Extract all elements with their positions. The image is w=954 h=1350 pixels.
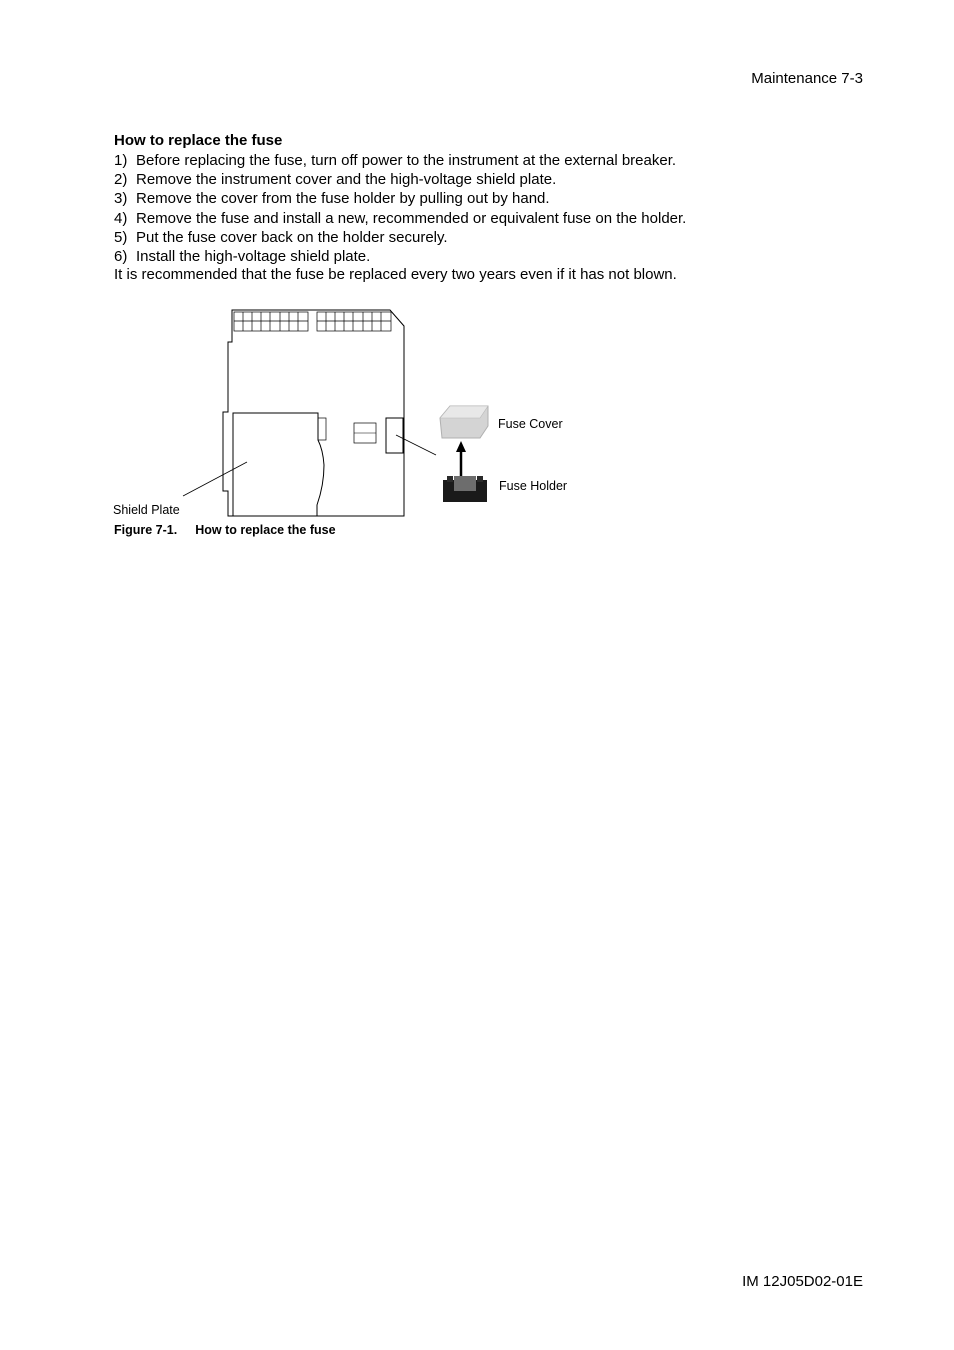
fuse-cover-label: Fuse Cover (498, 417, 563, 431)
figure-caption (114, 523, 336, 537)
step-number: 6) (114, 247, 128, 265)
step-item (114, 189, 686, 208)
step-number: 5) (114, 228, 128, 246)
step-item (114, 151, 686, 170)
step-text: Before replacing the fuse, turn off power to the instrument at the external breaker. (136, 152, 677, 169)
step-number: 1) (114, 152, 128, 169)
step-item (114, 170, 686, 189)
step-item (114, 228, 686, 247)
fuse-figure (110, 300, 590, 540)
terminal-block-left (234, 312, 308, 331)
figure-title: How to replace the fuse (195, 523, 336, 537)
step-text: Put the fuse cover back on the holder securely. (136, 228, 448, 246)
step-text: Install the high-voltage shield plate. (136, 247, 371, 265)
figure-number: Figure 7-1. (114, 523, 178, 537)
terminal-block-right (317, 312, 391, 331)
fuse-location-box (386, 418, 403, 453)
step-text: Remove the cover from the fuse holder by pulling out by hand. (136, 190, 550, 208)
section-title: How to replace the fuse (114, 132, 283, 149)
steps-list (114, 151, 686, 266)
fuse-holder-picture (443, 476, 487, 502)
shield-plate-label: Shield Plate (113, 503, 180, 517)
recommendation-note: It is recommended that the fuse be replaced every two years even if it has not blown. (114, 266, 677, 283)
fuse-leader-line (396, 435, 436, 455)
step-text: Remove the fuse and install a new, recommended or equivalent fuse on the holder. (136, 209, 687, 227)
fuse-holder-label: Fuse Holder (499, 479, 568, 493)
small-connector (318, 418, 326, 440)
step-number: 2) (114, 171, 128, 189)
step-number: 4) (114, 209, 128, 227)
step-item (114, 247, 686, 266)
fuse-cover-picture (440, 406, 488, 438)
step-item (114, 209, 686, 228)
page-header: Maintenance 7-3 (751, 70, 863, 87)
step-text: Remove the instrument cover and the high-voltage shield plate. (136, 171, 557, 189)
shield-plate (233, 413, 324, 516)
page-footer: IM 12J05D02-01E (742, 1273, 863, 1290)
up-arrow-icon (456, 441, 466, 476)
step-number: 3) (114, 190, 128, 208)
